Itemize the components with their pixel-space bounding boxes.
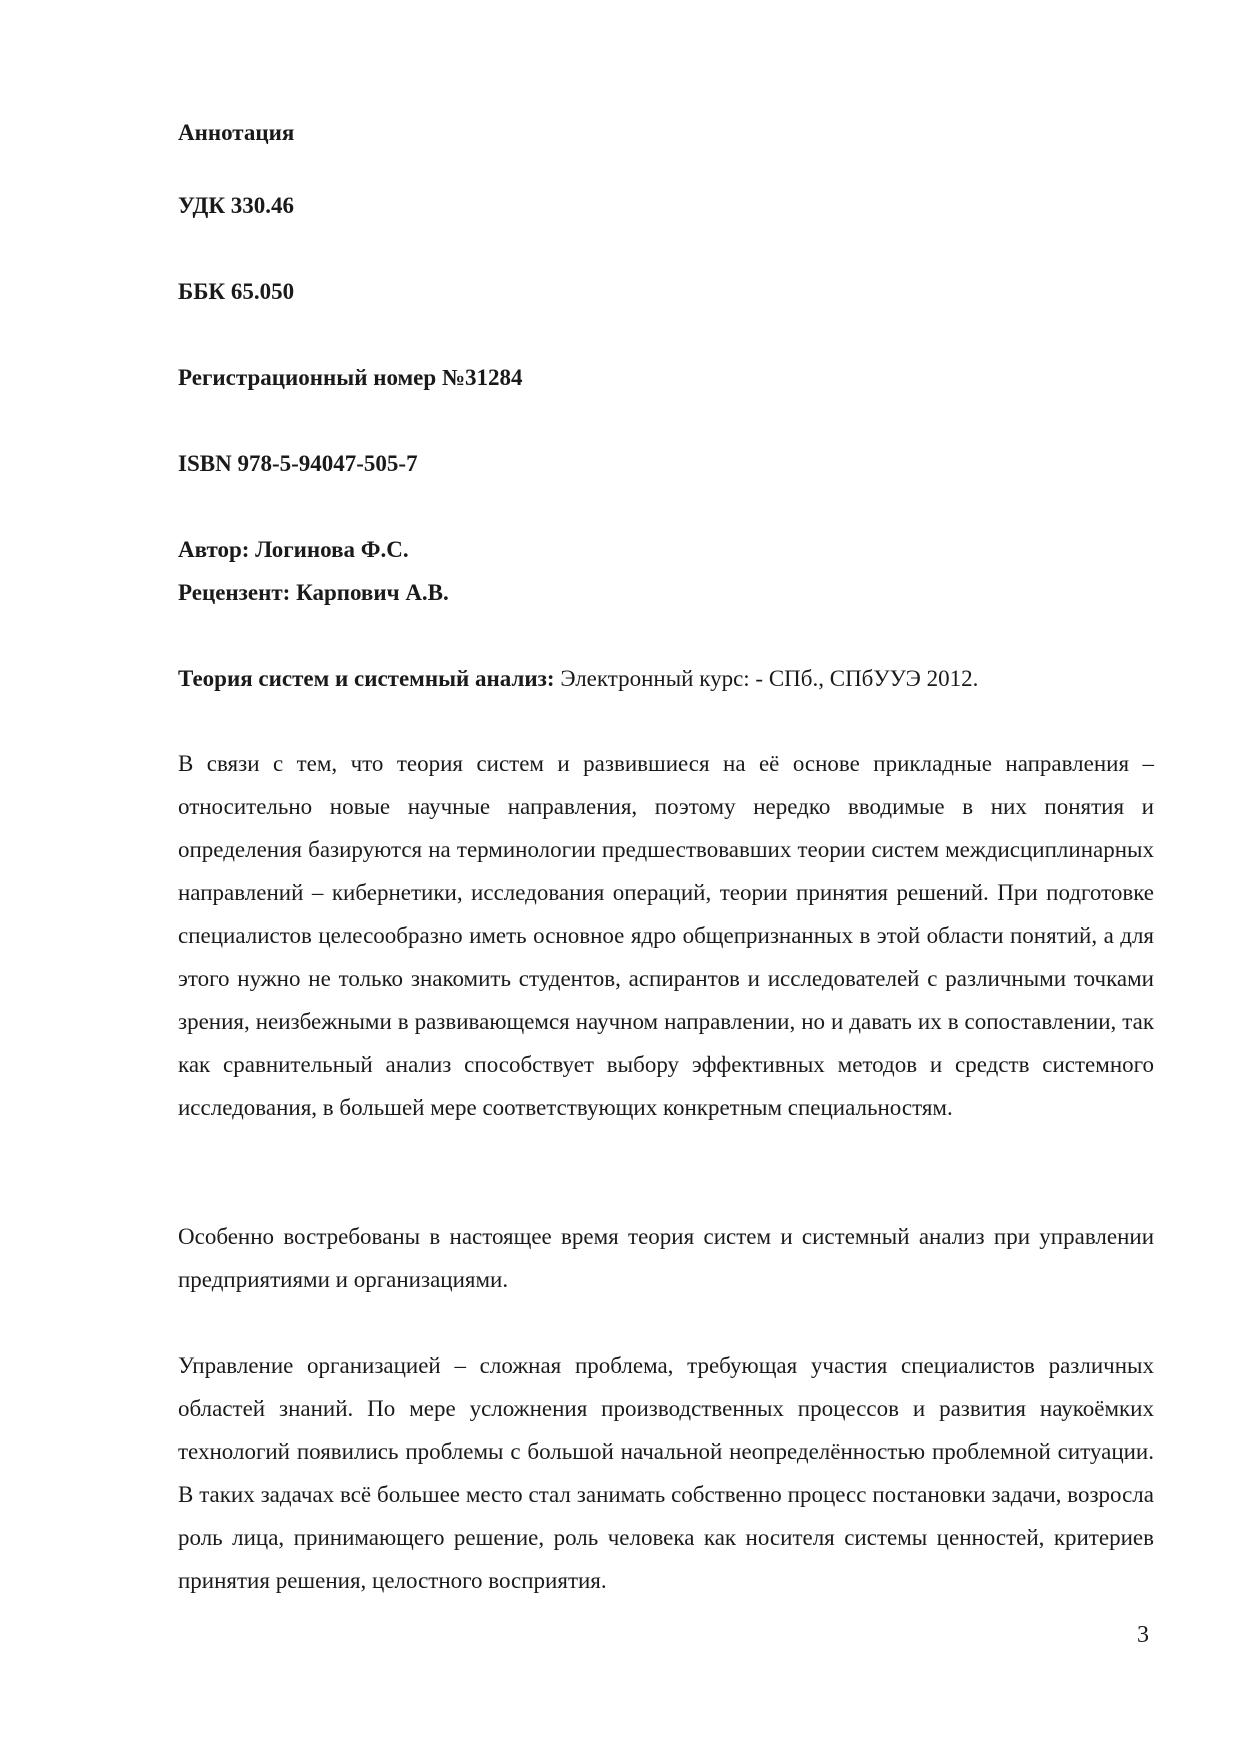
isbn-number: ISBN 978-5-94047-505-7 xyxy=(178,451,418,476)
bbk-code: ББК 65.050 xyxy=(178,279,295,304)
course-publication-info: Электронный курс: - СПб., СПбУУЭ 2012. xyxy=(554,666,979,691)
annotation-heading: Аннотация xyxy=(178,120,295,145)
udk-code: УДК 330.46 xyxy=(178,193,295,218)
paragraph-demand: Особенно востребованы в настоящее время теория систем и системный анализ при управлении предприятиями и организациями. xyxy=(178,1224,1154,1292)
paragraph-intro: В связи с тем, что теория систем и развившиеся на её основе прикладные направления – относительно новые научные направления, поэтому нередко вводимые в них понятия и определения базируются на терминологии предшествовавших теории систем междисциплинарных направлений – кибернетики, исследования операций, теории принятия решений. При подготовке специалистов целесообразно иметь основное ядро общепризнанных в этой области понятий, а для этого нужно не только знакомить студентов, аспирантов и исследователей с различными точками зрения, неизбежными в развивающемся научном направлении, но и давать их в сопоставлении, так как сравнительный анализ способствует выбору эффективных методов и средств системного исследования, в большей мере соответствующих конкретным специальностям. xyxy=(178,751,1154,1120)
author-line: Автор: Логинова Ф.С. xyxy=(178,537,409,562)
page-number: 3 xyxy=(1137,1622,1149,1648)
course-title-line xyxy=(178,666,978,692)
reviewer-line: Рецензент: Карпович А.В. xyxy=(178,580,449,605)
registration-number: Регистрационный номер №31284 xyxy=(178,365,523,390)
paragraph-management: Управление организацией – сложная проблема, требующая участия специалистов различных областей знаний. По мере усложнения производственных процессов и развития наукоёмких технологий появились проблемы с большой начальной неопределённостью проблемной ситуации. В таких задачах всё большее место стал занимать собственно процесс постановки задачи, возросла роль лица, принимающего решение, роль человека как носителя системы ценностей, критериев принятия решения, целостного восприятия. xyxy=(178,1353,1154,1593)
course-title: Теория систем и системный анализ: xyxy=(178,666,555,691)
